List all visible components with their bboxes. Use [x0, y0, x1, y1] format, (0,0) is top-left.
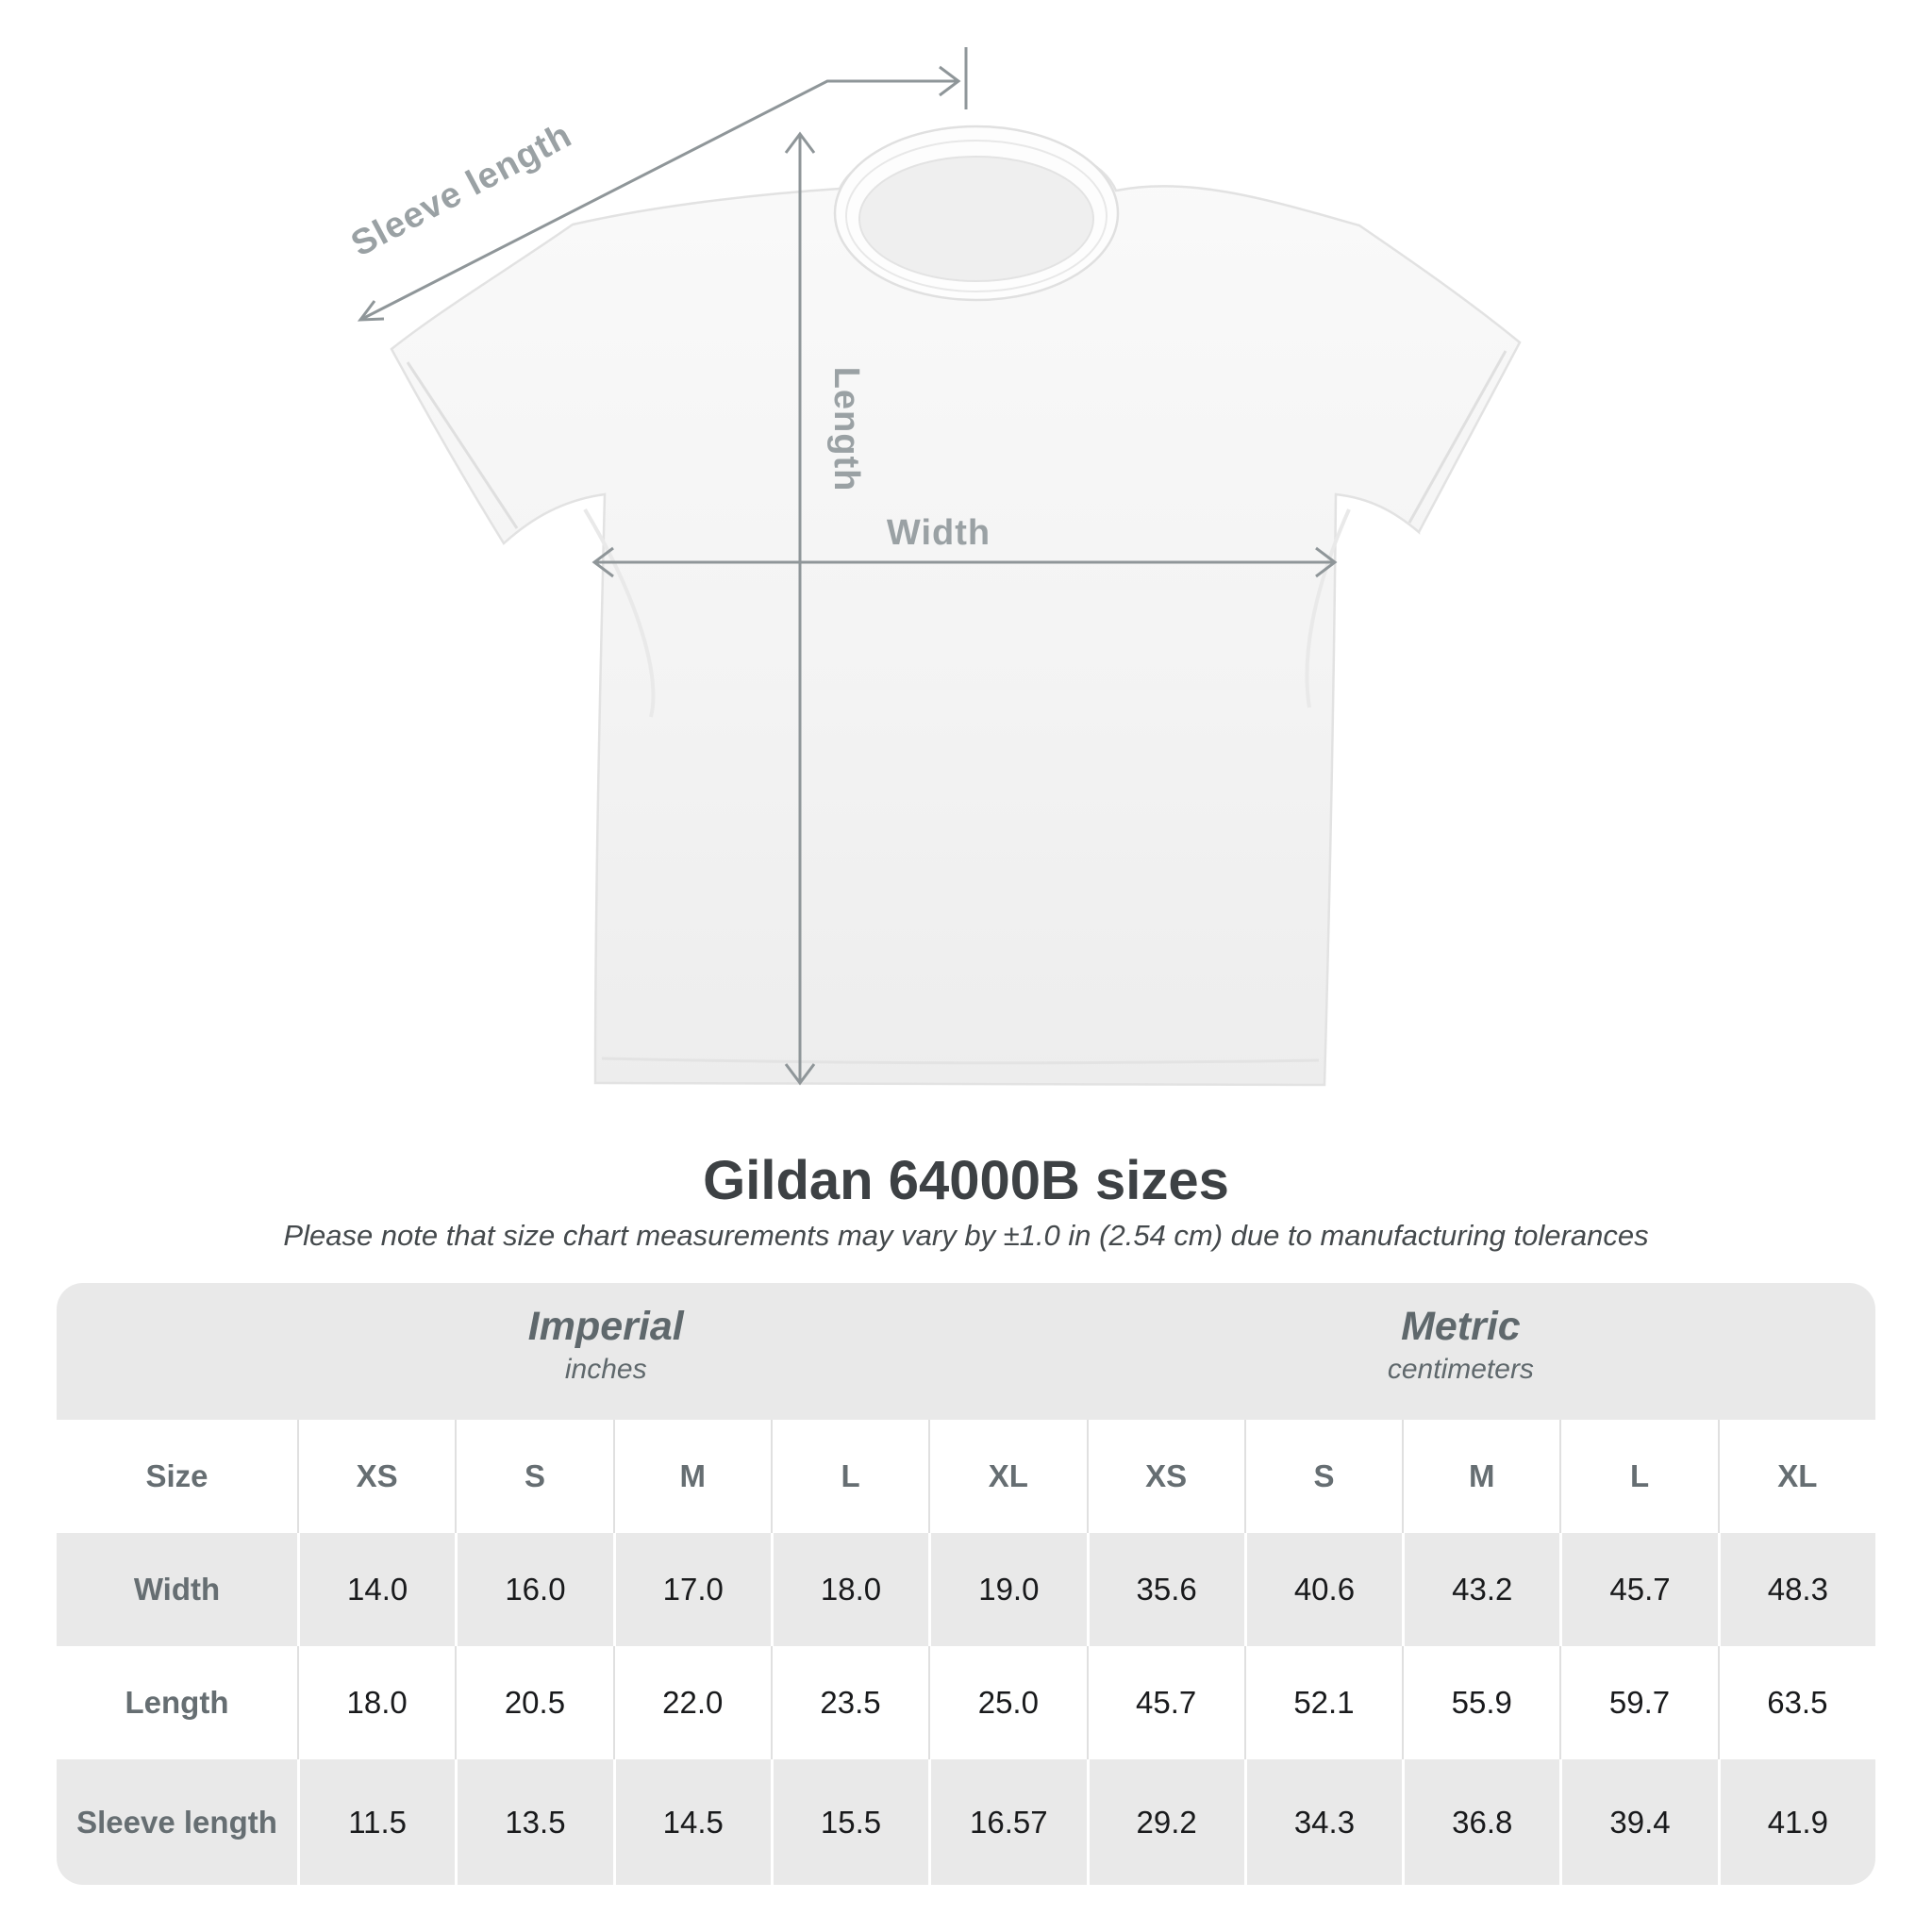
imperial-header — [528, 1304, 684, 1390]
width-imperial-xl: 19.0 — [928, 1533, 1086, 1646]
length-imperial-xl: 25.0 — [928, 1646, 1086, 1759]
metric-header — [1388, 1304, 1534, 1390]
sleeve-length-label: Sleeve length — [344, 115, 579, 265]
table-row-width — [57, 1533, 1875, 1646]
size-chart-table — [57, 1283, 1875, 1885]
table-header-row — [57, 1420, 1875, 1533]
length-metric-xs: 45.7 — [1087, 1646, 1244, 1759]
sleeve-imperial-m: 14.5 — [613, 1759, 771, 1885]
length-imperial-s: 20.5 — [455, 1646, 612, 1759]
sleeve-imperial-s: 13.5 — [455, 1759, 612, 1885]
table-row-sleeve-length — [57, 1759, 1875, 1885]
tolerance-note: Please note that size chart measurements may vary by ±1.0 in (2.54 cm) due to manufacturing tolerances — [283, 1219, 1649, 1252]
page-title: Gildan 64000B sizes — [703, 1150, 1229, 1211]
length-metric-l: 59.7 — [1559, 1646, 1717, 1759]
length-metric-s: 52.1 — [1244, 1646, 1402, 1759]
length-label: Length — [826, 366, 866, 492]
width-metric-xl: 48.3 — [1718, 1533, 1875, 1646]
column-header-size: Size — [145, 1458, 208, 1493]
length-imperial-l: 23.5 — [771, 1646, 928, 1759]
width-imperial-s: 16.0 — [455, 1533, 612, 1646]
length-imperial-m: 22.0 — [613, 1646, 771, 1759]
sleeve-imperial-xs: 11.5 — [297, 1759, 455, 1885]
width-label: Width — [886, 513, 991, 553]
sleeve-metric-xs: 29.2 — [1087, 1759, 1244, 1885]
column-header-imperial-xl: XL — [928, 1420, 1086, 1533]
column-header-metric-s: S — [1244, 1420, 1402, 1533]
table-row-length — [57, 1646, 1875, 1759]
row-label-width: Width — [133, 1572, 221, 1607]
width-imperial-m: 17.0 — [613, 1533, 771, 1646]
row-label-length: Length — [125, 1685, 229, 1720]
metric-unit-label: centimeters — [1387, 1354, 1534, 1386]
column-header-imperial-s: S — [455, 1420, 612, 1533]
column-header-metric-l: L — [1559, 1420, 1717, 1533]
length-metric-m: 55.9 — [1402, 1646, 1559, 1759]
width-metric-m: 43.2 — [1402, 1533, 1559, 1646]
width-imperial-xs: 14.0 — [297, 1533, 455, 1646]
width-metric-s: 40.6 — [1244, 1533, 1402, 1646]
imperial-unit-label: inches — [564, 1354, 647, 1386]
width-metric-xs: 35.6 — [1087, 1533, 1244, 1646]
sleeve-metric-l: 39.4 — [1559, 1759, 1717, 1885]
collar-inner — [859, 157, 1093, 281]
tshirt-graphic — [391, 126, 1520, 1085]
column-header-metric-m: M — [1402, 1420, 1559, 1533]
metric-system-label: Metric — [1401, 1304, 1521, 1349]
unit-header-band — [57, 1283, 1875, 1420]
row-label-sleeve-length: Sleeve length — [76, 1804, 277, 1840]
width-imperial-l: 18.0 — [771, 1533, 928, 1646]
length-metric-xl: 63.5 — [1718, 1646, 1875, 1759]
width-metric-l: 45.7 — [1559, 1533, 1717, 1646]
column-header-imperial-m: M — [613, 1420, 771, 1533]
sleeve-imperial-xl: 16.57 — [928, 1759, 1086, 1885]
column-header-imperial-xs: XS — [297, 1420, 455, 1533]
length-imperial-xs: 18.0 — [297, 1646, 455, 1759]
column-header-metric-xs: XS — [1087, 1420, 1244, 1533]
sleeve-metric-m: 36.8 — [1402, 1759, 1559, 1885]
column-header-imperial-l: L — [771, 1420, 928, 1533]
column-header-metric-xl: XL — [1718, 1420, 1875, 1533]
sleeve-imperial-l: 15.5 — [771, 1759, 928, 1885]
imperial-system-label: Imperial — [527, 1304, 684, 1349]
sleeve-metric-xl: 41.9 — [1718, 1759, 1875, 1885]
sleeve-metric-s: 34.3 — [1244, 1759, 1402, 1885]
